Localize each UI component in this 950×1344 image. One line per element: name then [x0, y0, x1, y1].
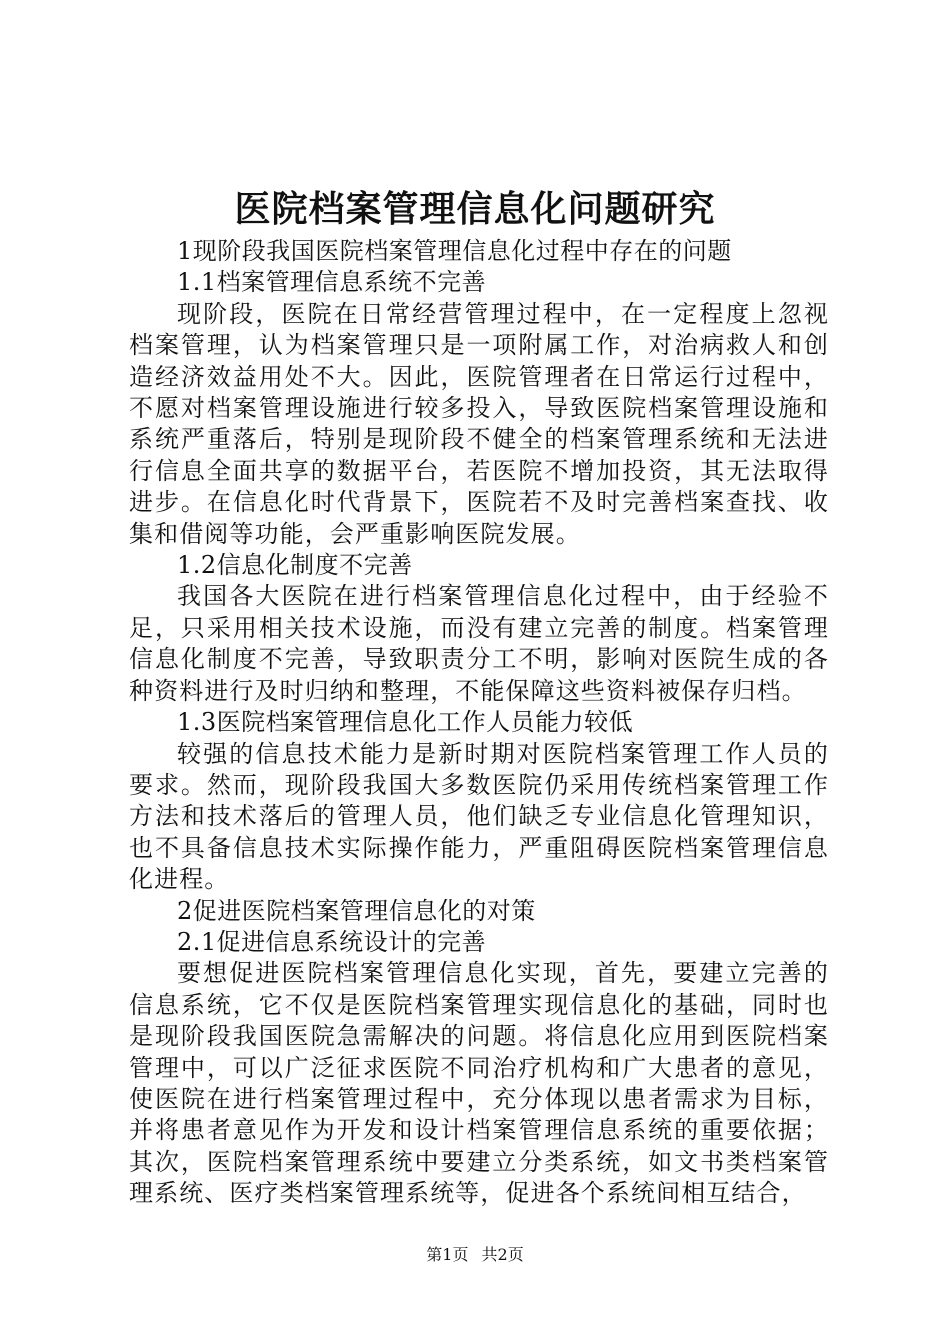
document-title: 医院档案管理信息化问题研究	[234, 188, 716, 230]
section-heading-1: 1现阶段我国医院档案管理信息化过程中存在的问题	[177, 237, 732, 265]
paragraph-1-2: 我国各大医院在进行档案管理信息化过程中，由于经验不足，只采用相关技术设施，而没有建立完善的制度。档案管理信息化制度不完善，导致职责分工不明，影响对医院生成的各种资料进行及时归纳和整理，不能保障这些资料被保存归档。	[129, 582, 829, 705]
section-heading-2: 2促进医院档案管理信息化的对策	[177, 896, 536, 925]
page-total: 共2页	[481, 1245, 524, 1264]
page-number: 第1页	[426, 1245, 469, 1264]
paragraph-1-1: 现阶段，医院在日常经营管理过程中，在一定程度上忽视档案管理，认为档案管理只是一项附属工作，对治病救人和创造经济效益用处不大。因此，医院管理者在日常运行过程中，不愿对档案管理设施进行较多投入，导致医院档案管理设施和系统严重落后，特别是现阶段不健全的档案管理系统和无法进行信息全面共享的数据平台，若医院不增加投资，其无法取得进步。在信息化时代背景下，医院若不及时完善档案查找、收集和借阅等功能，会严重影响医院发展。	[129, 299, 829, 548]
document-body	[129, 236, 829, 1210]
paragraph-2-1: 要想促进医院档案管理信息化实现，首先，要建立完善的信息系统，它不仅是医院档案管理实现信息化的基础，同时也是现阶段我国医院急需解决的问题。将信息化应用到医院档案管理中，可以广泛征求医院不同治疗机构和广大患者的意见，使医院在进行档案管理过程中，充分体现以患者需求为目标，并将患者意见作为开发和设计档案管理信息系统的重要依据；其次，医院档案管理系统中要建立分类系统，如文书类档案管理系统、医疗类档案管理系统等，促进各个系统间相互结合，	[129, 959, 829, 1208]
subsection-heading-1-3: 1.3医院档案管理信息化工作人员能力较低	[177, 708, 634, 737]
subsection-heading-1-2: 1.2信息化制度不完善	[177, 551, 413, 580]
paragraph-1-3: 较强的信息技术能力是新时期对医院档案管理工作人员的要求。然而，现阶段我国大多数医院仍采用传统档案管理工作方法和技术落后的管理人员，他们缺乏专业信息化管理知识，也不具备信息技术实际操作能力，严重阻碍医院档案管理信息化进程。	[129, 739, 829, 894]
page-footer	[0, 1244, 950, 1266]
subsection-heading-2-1: 2.1促进信息系统设计的完善	[177, 927, 487, 956]
subsection-heading-1-1: 1.1档案管理信息系统不完善	[177, 268, 487, 297]
